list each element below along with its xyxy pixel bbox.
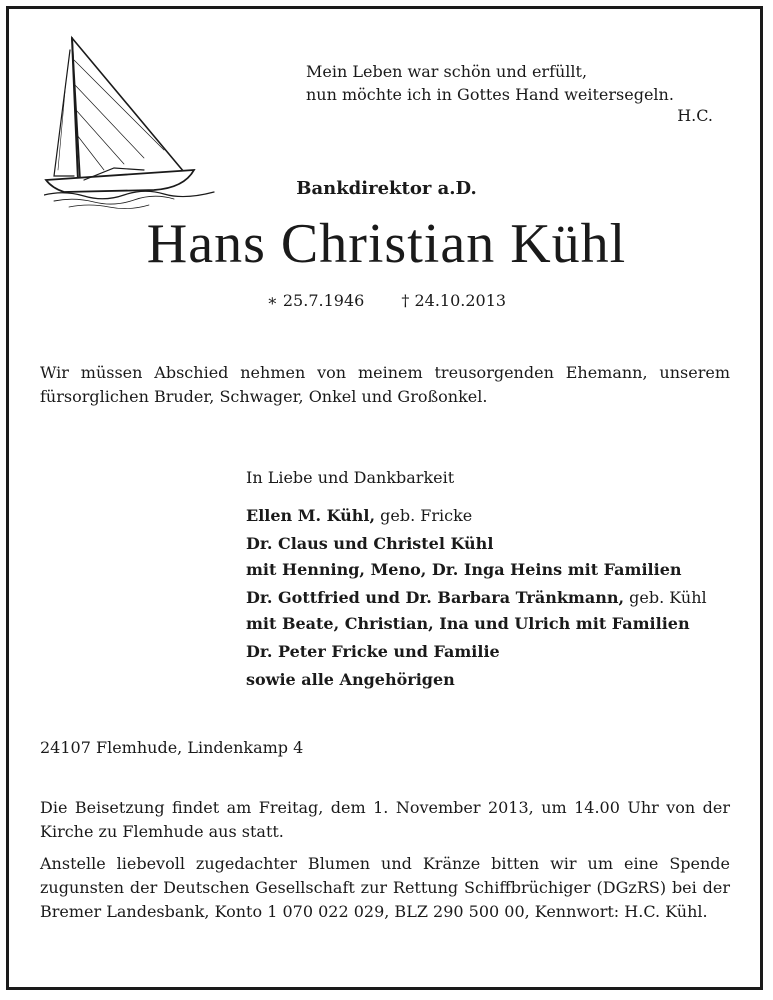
mourner-ellen-name: Ellen M. Kühl, (246, 506, 376, 525)
mourner-gottfried (246, 585, 707, 637)
mourner-gottfried-line-2: mit Beate, Christian, Ina und Ulrich mit Familien (246, 614, 690, 633)
motto-line-2: nun möchte ich in Gottes Hand weitersegeln. (306, 85, 674, 104)
death-date: † 24.10.2013 (401, 291, 507, 310)
intro-paragraph: Wir müssen Abschied nehmen von meinem treusorgenden Ehemann, unserem fürsorglichen Bruder, Schwager, Onkel und Großonkel. (40, 363, 730, 406)
mourners-list (246, 465, 707, 695)
mourner-gottfried-nee: geb. Kühl (629, 588, 707, 607)
address: 24107 Flemhude, Lindenkamp 4 (40, 738, 304, 757)
donation-paragraph: Anstelle liebevoll zugedachter Blumen und Kränze bitten wir um eine Spende zugunsten der Deutschen Gesellschaft zur Rettung Schiffbrüchiger (DGzRS) bei der Bremer Landesbank, Konto 1 070 022 029, BLZ 290 500 00, Kennwort: H.C. Kühl. (40, 854, 730, 921)
mourner-ellen-nee: geb. Fricke (380, 506, 473, 525)
mourner-peter: Dr. Peter Fricke und Familie (246, 642, 500, 661)
motto (306, 60, 674, 106)
mourner-ellen (246, 503, 707, 529)
deceased-name: Hans Christian Kühl (146, 213, 627, 275)
motto-initials: H.C. (677, 106, 713, 125)
deceased-title: Bankdirektor a.D. (296, 178, 477, 199)
funeral-paragraph: Die Beisetzung findet am Freitag, dem 1. November 2013, um 14.00 Uhr von der Kirche zu Flemhude aus statt. (40, 798, 730, 841)
birth-date: ∗ 25.7.1946 (266, 291, 365, 310)
mourner-gottfried-name: Dr. Gottfried und Dr. Barbara Tränkmann, (246, 588, 625, 607)
mourners-heading: In Liebe und Dankbarkeit (246, 468, 455, 487)
mourner-claus (246, 531, 707, 583)
mourner-others: sowie alle Angehörigen (246, 670, 455, 689)
mourner-claus-line-2: mit Henning, Meno, Dr. Inga Heins mit Familien (246, 560, 682, 579)
life-dates (0, 291, 773, 310)
motto-line-1: Mein Leben war schön und erfüllt, (306, 62, 588, 81)
mourner-claus-line-1: Dr. Claus und Christel Kühl (246, 534, 494, 553)
